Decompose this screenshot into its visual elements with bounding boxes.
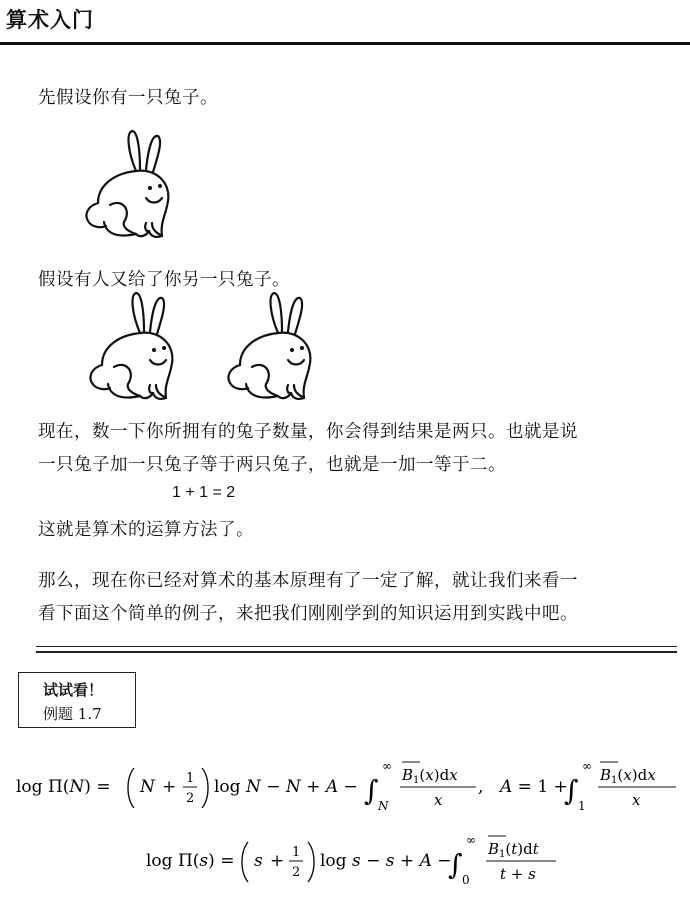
paragraph-count-line-1: 现在，数一下你所拥有的兔子数量，你会得到结果是两只。也就是说 [38,422,578,442]
formula-line-1 [16,752,686,818]
svg-text:∫: ∫ [564,774,579,807]
rabbit-icon [80,290,180,406]
svg-text:∫: ∫ [448,848,463,881]
divider-bottom [36,651,677,653]
svg-text:∫: ∫ [364,774,379,807]
svg-text:B1(t)dt: $B_1(t)dt$ [488,840,539,860]
svg-text:N: N [378,799,389,813]
example-label-text: 例题 [43,705,74,723]
paragraph-count-line-2: 一只兔子加一只兔子等于两只兔子，也就是一加一等于二。 [38,455,506,475]
svg-text:x: x [632,791,641,809]
example-box [18,672,136,728]
divider-top [36,646,677,647]
svg-text:A = 1 +: A = 1 + [500,777,568,797]
svg-text:,: , [478,777,484,797]
svg-text:log Π(N) =: log Π(N) = [16,777,111,797]
example-number: 1.7 [77,705,102,723]
svg-text:1: 1 [578,799,586,813]
svg-text:∞: ∞ [582,759,592,773]
svg-text:t + s: t + s [500,865,536,883]
svg-text:B1(x)dx: $B_1(x)dx$ [402,766,458,786]
title-rule [0,42,690,45]
svg-text:0: 0 [462,873,470,887]
svg-text:log Π(s) =: log Π(s) = [146,851,235,871]
paragraph-next-line-1: 那么，现在你已经对算术的基本原理有了一定了解，就让我们来看一 [38,571,578,591]
svg-text:B1(x)dx: $B_1(x)dx$ [600,766,656,786]
svg-text:log N − N + A −: log N − N + A − [214,777,358,797]
svg-text:+: + [162,777,177,797]
paragraph-another-rabbit: 假设有人又给了你另一只兔子。 [38,270,290,290]
rabbit-icon [218,290,318,406]
svg-text:log s − s + A −: log s − s + A − [320,851,452,871]
formula-line-2 [146,830,586,896]
svg-text:s: s [254,851,263,871]
svg-text:1: 1 [292,845,301,860]
svg-text:2: 2 [186,791,195,806]
paragraph-one-rabbit: 先假设你有一只兔子。 [38,88,218,108]
svg-text:x: x [434,791,443,809]
svg-text:2: 2 [292,865,301,880]
svg-text:∞: ∞ [382,759,392,773]
svg-text:N: N [140,777,155,797]
svg-text:1: 1 [186,771,195,786]
example-title: 试试看！ [43,681,104,699]
paragraph-arithmetic: 这就是算术的运算方法了。 [38,520,254,540]
paragraph-next-line-2: 看下面这个简单的例子，来把我们刚刚学到的知识运用到实践中吧。 [38,604,578,624]
simple-equation: 1 + 1 = 2 [172,484,236,501]
page-title: 算术入门 [6,8,94,32]
svg-text:+: + [270,851,285,871]
svg-text:∞: ∞ [466,833,476,847]
example-label [43,703,102,724]
rabbit-icon [76,128,176,244]
